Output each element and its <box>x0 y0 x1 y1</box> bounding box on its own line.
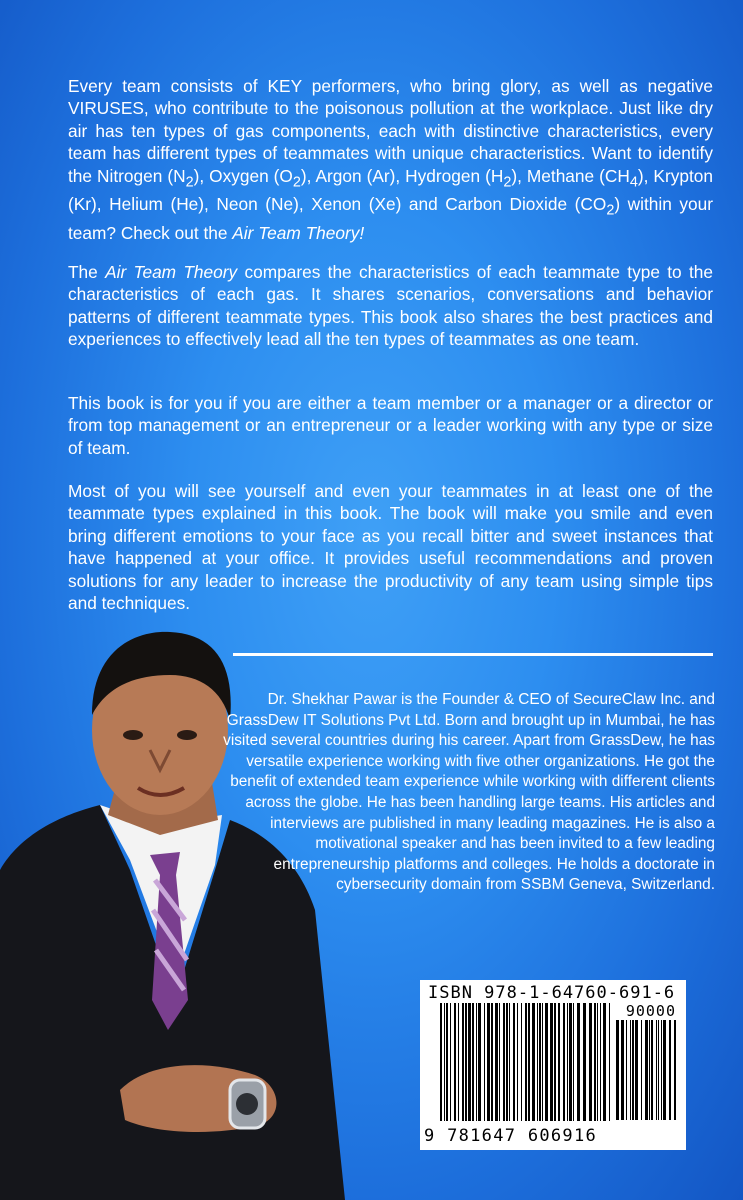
isbn-barcode <box>420 980 686 1150</box>
barcode-bar <box>663 1020 666 1120</box>
barcode-bar <box>641 1020 642 1120</box>
barcode-bar <box>649 1020 650 1120</box>
barcode-bar <box>521 1003 522 1121</box>
barcode-bar <box>651 1020 653 1120</box>
barcode-bar <box>609 1003 610 1121</box>
barcode-bar <box>577 1003 580 1121</box>
barcode-bar <box>600 1003 601 1121</box>
price-code: 90000 <box>625 1002 676 1020</box>
barcode-bar <box>478 1003 481 1121</box>
barcode-bar <box>491 1003 493 1121</box>
barcode-bar <box>630 1020 631 1120</box>
barcode-bar <box>506 1003 508 1121</box>
description-paragraph-4: Most of you will see yourself and even your teammates in at least one of the teammate types explained in this book. The book will make you smile and even bring different emotions to your face as you recall bitter and sweet instances that have happened at your office. It provides useful recommendations and proven solutions for any leader to increase the productivity of any team using simple tips and techniques. <box>68 481 713 614</box>
barcode-bar <box>499 1003 500 1121</box>
description-paragraph-2: The Air Team Theory compares the characteristics of each teammate type to the characteristics of each gas. It shares scenarios, conversations and behavior patterns of different teammate types. This book also shares the best practices and experiences to effectively lead all the ten types of teammates as one team. <box>68 262 713 350</box>
barcode-bar <box>597 1003 598 1121</box>
barcode-bar <box>440 1003 442 1121</box>
barcode-bars <box>440 1003 610 1121</box>
barcode-bar <box>573 1003 574 1121</box>
barcode-digits: 9 781647 606916 <box>424 1126 598 1146</box>
barcode-bar <box>462 1003 464 1121</box>
barcode-bar <box>626 1020 627 1120</box>
description-paragraph-3: This book is for you if you are either a team member or a manager or a director or from top management or an entrepreneur or a leader working with any type or size of team. <box>68 393 713 458</box>
barcode-bar <box>487 1003 490 1121</box>
barcode-bar <box>594 1003 596 1121</box>
barcode-bar <box>458 1003 459 1121</box>
barcode-bar <box>632 1020 634 1120</box>
barcode-bar <box>532 1003 535 1121</box>
barcode-bar <box>450 1003 451 1121</box>
barcode-bar <box>616 1020 619 1120</box>
barcode-bar <box>545 1003 548 1121</box>
price-barcode-bars <box>616 1020 676 1120</box>
barcode-bar <box>465 1003 467 1121</box>
barcode-bar <box>539 1003 541 1121</box>
barcode-bar <box>635 1020 638 1120</box>
barcode-bar <box>563 1003 565 1121</box>
barcode-bar <box>603 1003 606 1121</box>
barcode-bar <box>554 1003 556 1121</box>
barcode-bar <box>444 1003 445 1121</box>
barcode-bar <box>542 1003 543 1121</box>
author-bio: Dr. Shekhar Pawar is the Founder & CEO of SecureClaw Inc. and GrassDew IT Solutions Pvt Ltd. Born and brought up in Mumbai, he has visited several countries during his career. Apart from GrassDew, he has versatile experience working with five other organizations. He got the benefit of extended team experience while working with different clients across the globe. He has been handling large teams. His articles and interviews are published in many leading magazines. He is also a motivational speaker and has been invited to a few leading entrepreneurship platforms and colleges. He holds a doctorate in cybersecurity domain from SSBM Geneva, Switzerland. <box>223 691 715 894</box>
barcode-bar <box>645 1020 648 1120</box>
barcode-bar <box>656 1020 657 1120</box>
barcode-bar <box>583 1003 586 1121</box>
barcode-bar <box>621 1020 624 1120</box>
barcode-bar <box>669 1020 671 1120</box>
barcode-bar <box>495 1003 498 1121</box>
barcode-bar <box>567 1003 568 1121</box>
barcode-bar <box>468 1003 471 1121</box>
barcode-bar <box>550 1003 553 1121</box>
barcode-bar <box>589 1003 592 1121</box>
barcode-bar <box>517 1003 518 1121</box>
barcode-bar <box>476 1003 477 1121</box>
barcode-bar <box>472 1003 474 1121</box>
barcode-bar <box>503 1003 505 1121</box>
barcode-bar <box>509 1003 510 1121</box>
barcode-bar <box>674 1020 676 1120</box>
barcode-bar <box>446 1003 448 1121</box>
barcode-bar <box>525 1003 527 1121</box>
barcode-bar <box>484 1003 485 1121</box>
description-paragraph-1: Every team consists of KEY performers, who bring glory, as well as negative VIRUSES, who contribute to the poisonous pollution at the workplace. Just like dry air has ten types of gas components, each with distinctive characteristics, every team has different types of teammates with unique characteristics. Want to identify the Nitrogen $(N_2)$, Oxygen $(O_2)$, Argon (Ar), Hydrogen $(H_2)$, Methane $(CH_4)$, Krypton (Kr), Helium (He), Neon (Ne), Xenon (Xe) and Carbon Dioxide $(CO_2)$ within your team? Check out the Air Team Theory! <box>68 76 713 244</box>
barcode-bar <box>661 1020 662 1120</box>
barcode-bar <box>569 1003 572 1121</box>
barcode-bar <box>513 1003 515 1121</box>
barcode-bar <box>528 1003 530 1121</box>
barcode-bar <box>658 1020 659 1120</box>
barcode-bar <box>558 1003 560 1121</box>
barcode-bar <box>454 1003 456 1121</box>
isbn-label: ISBN 978-1-64760-691-6 <box>428 983 676 1003</box>
barcode-bar <box>537 1003 538 1121</box>
